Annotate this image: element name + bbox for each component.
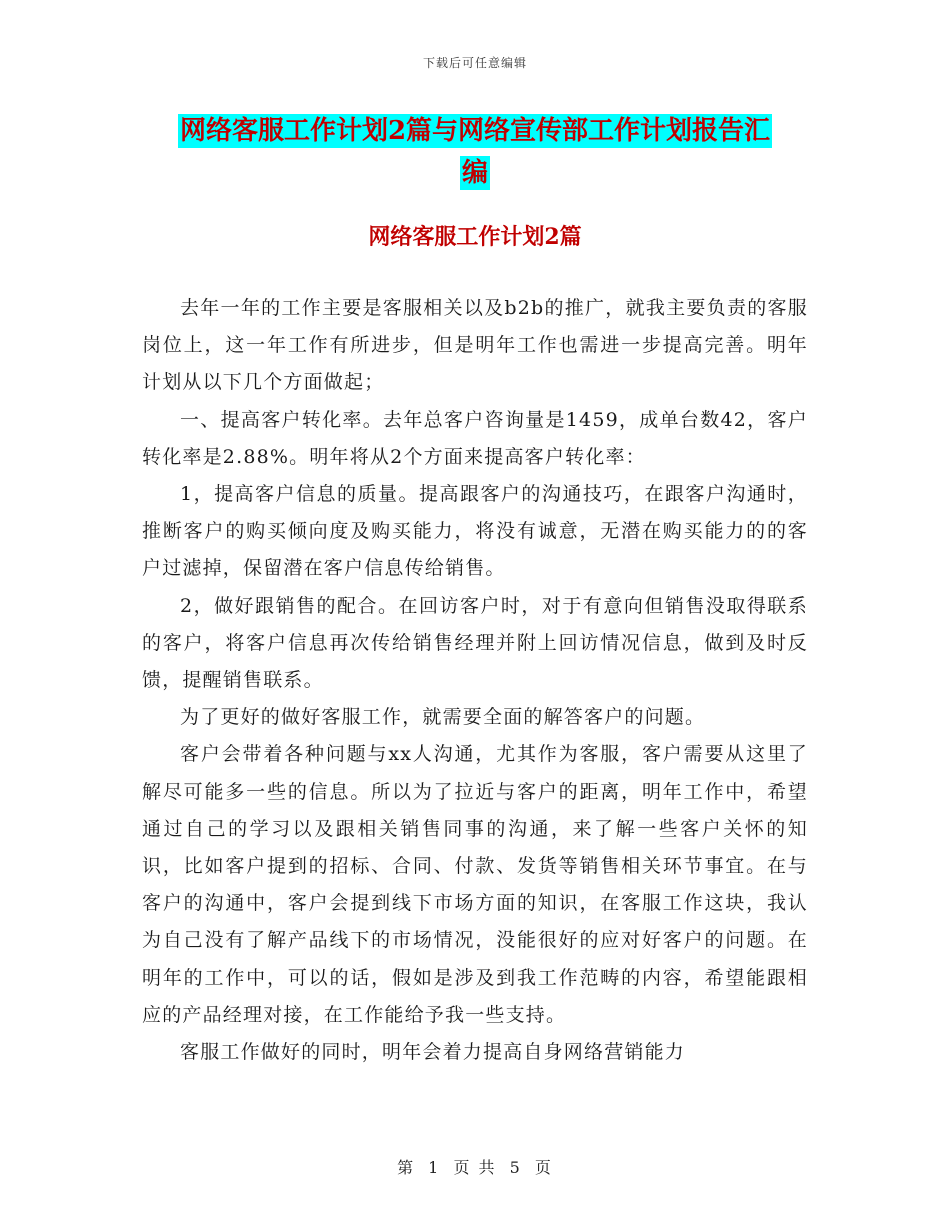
- page-footer: [0, 1155, 950, 1178]
- paragraph: 1，提高客户信息的质量。提高跟客户的沟通技巧，在跟客户沟通时，推断客户的购买倾向度及购买能力，将没有诚意，无潜在购买能力的的客户过滤掉，保留潜在客户信息传给销售。: [142, 483, 808, 580]
- paragraph: 2，做好跟销售的配合。在回访客户时，对于有意向但销售没取得联系的客户，将客户信息再次传给销售经理并附上回访情况信息，做到及时反馈，提醒销售联系。: [142, 594, 808, 692]
- paragraph: 一、提高客户转化率。去年总客户咨询量是1459，成单台数42，客户转化率是2.88%。明年将从2个方面来提高客户转化率：: [142, 408, 808, 468]
- paragraph: 为了更好的做好客服工作，就需要全面的解答客户的问题。: [180, 706, 706, 729]
- footer-total-pages: 5: [509, 1158, 522, 1177]
- footer-current-page: 1: [428, 1158, 441, 1177]
- footer-suffix: 页: [534, 1158, 553, 1177]
- document-title-line-2: 编: [461, 158, 488, 188]
- footer-prefix: 第: [397, 1158, 416, 1177]
- paragraph: 去年一年的工作主要是客服相关以及b2b的推广，就我主要负责的客服岗位上，这一年工作有所进步，但是明年工作也需进一步提高完善。明年计划从以下几个方面做起；: [142, 297, 808, 394]
- paragraph: 客户会带着各种问题与xx人沟通，尤其作为客服，客户需要从这里了解尽可能多一些的信息。所以为了拉近与客户的距离，明年工作中，希望通过自己的学习以及跟相关销售同事的沟通，来了解一些客户关怀的知识，比如客户提到的招标、合同、付款、发货等销售相关环节事宜。在与客户的沟通中，客户会提到线下市场方面的知识，在客服工作这块，我认为自己没有了解产品线下的市场情况，没能很好的应对好客户的问题。在明年的工作中，可以的话，假如是涉及到我工作范畴的内容，希望能跟相应的产品经理对接，在工作能给予我一些支持。: [142, 743, 808, 1026]
- document-title: [140, 110, 810, 194]
- footer-middle: 页 共: [453, 1158, 497, 1177]
- section-title: 网络客服工作计划2篇: [368, 224, 582, 250]
- body-text: [142, 290, 808, 1071]
- document-title-line-1: 网络客服工作计划2篇与网络宣传部工作计划报告汇: [179, 116, 771, 146]
- page-header: 下载后可任意编辑: [422, 56, 527, 70]
- paragraph: 客服工作做好的同时，明年会着力提高自身网络营销能力: [180, 1041, 686, 1064]
